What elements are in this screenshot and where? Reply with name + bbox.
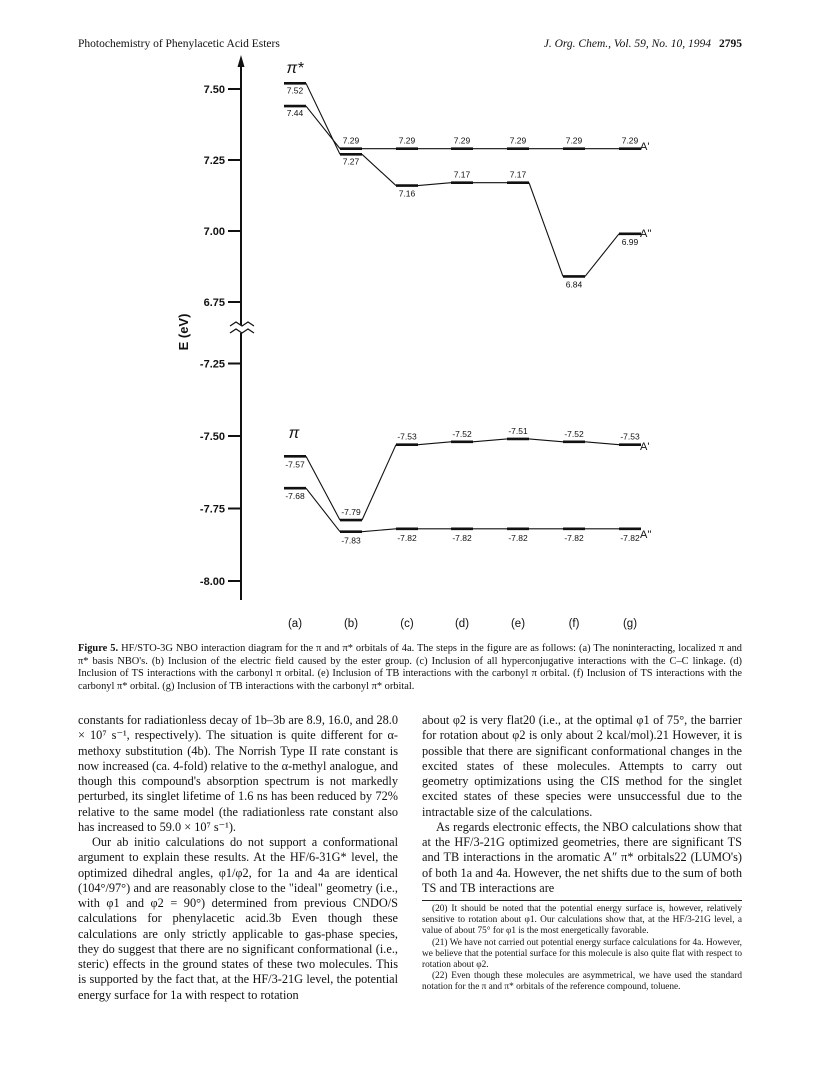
y-tick-label: 7.50: [203, 84, 225, 96]
y-tick-label: -7.75: [199, 503, 225, 516]
y-axis-title: E (eV): [176, 313, 191, 351]
level-connector: [418, 183, 451, 186]
running-title: Photochemistry of Phenylacetic Acid Esters: [78, 38, 280, 50]
right-paragraph-1: about φ2 is very flat20 (i.e., at the optimal φ1 of 75°, the barrier for rotation about φ2 is only about 2 kcal/mol).21 However, it is possible that there are significant conformational changes in the excited states of these molecules. Attempts to carry out geometry optimizations using the CIS method for the singlet excited states of these species were unsuccessful due to the intractable size of the calculations.: [422, 713, 742, 819]
level-value-label: -7.82: [452, 532, 472, 543]
level-value-label: 7.29: [398, 135, 416, 146]
level-value-label: 7.29: [621, 135, 639, 146]
level-value-label: -7.82: [620, 532, 640, 543]
footnote-22: (22) Even though these molecules are asymmetrical, we have used the standard notation for the π and π* orbitals of the reference compound, toluene.: [422, 971, 742, 993]
step-label: (f): [568, 618, 580, 630]
right-paragraph-2: As regards electronic effects, the NBO calculations show that at the HF/3-21G optimized geometries, there are significant TS and TB interactions in the aromatic A″ π* orbitals22 (LUMO's) of both 1a and 4a. However, the net shifts due to the sum of both TS and TB interactions are: [422, 819, 742, 895]
level-connector: [585, 234, 619, 277]
level-value-label: 7.29: [565, 135, 583, 146]
level-value-label: 7.17: [453, 169, 471, 180]
figure-label: Figure 5.: [78, 643, 119, 654]
level-value-label: 7.44: [286, 108, 304, 119]
level-value-label: -7.82: [508, 532, 528, 543]
left-column: [78, 713, 398, 1003]
y-tick-label: 6.75: [203, 297, 225, 309]
y-tick-label: -7.25: [199, 358, 225, 371]
y-tick-label: -7.50: [199, 431, 225, 443]
level-connector: [362, 529, 396, 532]
level-value-label: -7.79: [341, 507, 361, 518]
figure-caption: [78, 643, 742, 693]
level-value-label: 7.27: [342, 156, 360, 167]
level-connector: [529, 439, 563, 442]
pi-symbol: π: [288, 425, 300, 442]
symmetry-label-lower-a1: A': [640, 441, 650, 453]
symmetry-label-upper-a2: A'': [640, 228, 652, 240]
level-value-label: 7.17: [509, 169, 527, 180]
figure-caption-text: HF/STO-3G NBO interaction diagram for the π and π* orbitals of 4a. The steps in the figure are as follows: (a) The noninteracting, localized π and π* basis NBO's. (b) Inclusion of the electric field caused by the ester group. (c) Inclusion of all hyperconjugative interactions with the C–C linkage. (d) Inclusion of TS interactions with the carbonyl π orbital. (e) Inclusion of TB interactions with the carbonyl π orbital. (f) Inclusion of TS interactions with the carbonyl π* orbital. (g) Inclusion of TB interactions with the carbonyl π* orbital.: [78, 643, 742, 692]
level-connector: [362, 445, 396, 520]
level-value-label: -7.52: [452, 428, 472, 439]
level-value-label: -7.53: [620, 431, 640, 442]
step-label: (a): [287, 618, 303, 630]
level-value-label: 7.16: [398, 188, 416, 199]
symmetry-label-upper-a1: A': [640, 141, 650, 153]
y-tick-label: 7.25: [203, 155, 225, 167]
level-value-label: 6.99: [621, 236, 639, 247]
footnote-21: (21) We have not carried out potential energy surface calculations for 4a. However, we believe that the potential surface for this molecule is also quite flat with respect to rotation about φ2.: [422, 937, 742, 971]
level-value-label: 6.84: [565, 279, 583, 290]
y-tick-label: -8.00: [199, 576, 225, 588]
symmetry-label-lower-a2: A'': [640, 529, 652, 541]
diagram-axis: [228, 55, 254, 600]
footnote-20: (20) It should be noted that the potential energy surface is, however, relatively sensitive to rotation about φ1. Our calculations show that, at the HF/3-21G level, a value of about 75° for φ1 is the most energetically favorable.: [422, 904, 742, 937]
level-value-label: -7.82: [397, 532, 417, 543]
level-value-label: -7.57: [285, 459, 305, 470]
level-value-label: -7.82: [564, 532, 584, 543]
axis-break-mark: [230, 329, 254, 333]
level-value-label: -7.52: [564, 428, 584, 439]
level-value-label: -7.53: [397, 431, 417, 442]
level-connector: [362, 154, 396, 185]
left-paragraph-2: Our ab initio calculations do not support a conformational argument to explain these results. At the HF/6-31G* level, the optimized dihedral angles, φ1/φ2, for 1a and 4a are identical (104°/97°) and are reasonably close to the "ideal" geometry (i.e., with φ1 and φ2 = 90°) determined from previous CNDO/S calculations for phenylacetic acid.3b Even though these calculations are only strictly applicable to gas-phase species, they do suggest that there are no significant conformational (i.e., steric) effects in the ground states of these two molecules. This is supported by the fact that, at the HF/3-21G level, the potential energy surface for 1a with respect to rotation: [78, 835, 398, 1002]
level-value-label: 7.52: [286, 85, 304, 96]
step-label: (g): [622, 618, 638, 630]
level-value-label: 7.29: [453, 135, 471, 146]
level-connector: [418, 442, 451, 445]
left-paragraph-1: constants for radiationless decay of 1b–3b are 8.9, 16.0, and 28.0 × 10⁷ s⁻¹, respectively). The situation is quite different for α-methoxy substitution (4b). The Norrish Type II rate constant is now increased (ca. 4-fold) relative to the α-methyl analogue, and though this compound's absorption spectrum is not markedly perturbed, its singlet lifetime of 1.6 ns has been reduced by 72% relative to the same model (the radiationless rate constant also has increased to 59.0 × 10⁷ s⁻¹).: [78, 713, 398, 834]
diagram-labels: [176, 60, 652, 630]
level-value-label: -7.83: [341, 535, 361, 546]
journal-name: J. Org. Chem., Vol. 59, No. 10, 1994: [543, 38, 711, 50]
pi-star-symbol: π*: [286, 60, 304, 77]
level-connector: [473, 439, 507, 442]
step-label: (c): [400, 618, 414, 630]
page-number: 2795: [719, 38, 742, 50]
step-label: (d): [454, 618, 470, 630]
level-connector: [306, 83, 340, 154]
y-axis-arrowhead: [238, 55, 245, 67]
level-connector: [306, 106, 340, 149]
level-value-label: -7.51: [508, 425, 528, 436]
y-tick-label: 7.00: [203, 226, 225, 238]
level-value-label: -7.68: [285, 491, 305, 502]
step-label: (e): [510, 618, 526, 630]
diagram-levels: [284, 83, 641, 531]
level-value-label: 7.29: [342, 135, 360, 146]
step-label: (b): [343, 618, 359, 630]
footnote-divider: [422, 900, 742, 901]
level-connector: [529, 183, 563, 277]
right-column: [422, 713, 742, 994]
level-connector: [585, 442, 619, 445]
level-value-label: 7.29: [509, 135, 527, 146]
